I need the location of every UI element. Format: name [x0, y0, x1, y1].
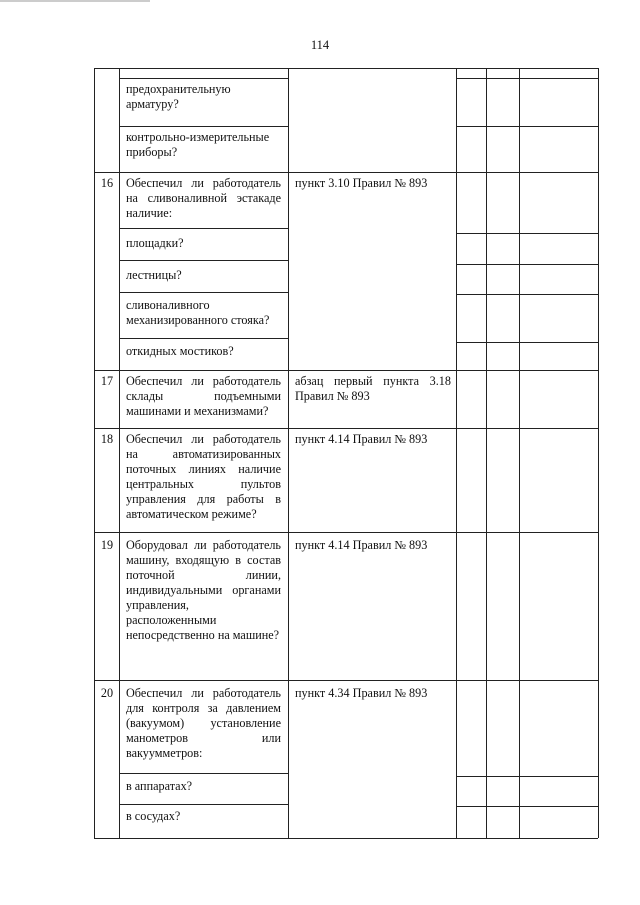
subrow-border [456, 126, 598, 127]
column-border [519, 68, 520, 838]
question-cell: Обеспечил ли работодатель на автоматизированных поточных линиях наличие центральных пультов управления для работы в автоматическом режиме? [126, 432, 281, 521]
row-number: 20 [100, 686, 114, 700]
table-right-border [598, 68, 599, 838]
column-border [119, 68, 120, 838]
reference-cell: абзац первый пункта 3.18 Правил № 893 [295, 374, 451, 403]
reference-cell: пункт 3.10 Правил № 893 [295, 176, 428, 190]
row-number: 17 [100, 374, 114, 388]
question-cell: Обеспечил ли работодатель склады подъемными машинами и механизмами? [126, 374, 281, 418]
subrow-border [456, 78, 598, 79]
subrow-border [119, 78, 288, 79]
subrow-border [456, 776, 598, 777]
question-cell: контрольно-измерительные приборы? [126, 130, 270, 159]
page-number: 114 [310, 38, 330, 52]
reference-cell: пункт 4.14 Правил № 893 [295, 432, 428, 446]
row-number: 19 [100, 538, 114, 552]
question-cell: Обеспечил ли работодатель для контроля за давлением (вакуумом) установление манометров или вакуумметров: [126, 686, 281, 760]
question-cell: сливоналивного механизированного стояка? [126, 298, 270, 327]
subrow-border [119, 126, 288, 127]
question-cell: откидных мостиков? [126, 344, 234, 358]
row-number: 16 [100, 176, 114, 190]
table-bottom-border [94, 838, 598, 839]
subrow-border [119, 338, 288, 339]
question-cell: Обеспечил ли работодатель на сливоналивной эстакаде наличие: [126, 176, 281, 220]
question-cell: предохранительную арматуру? [126, 82, 231, 111]
subrow-border [456, 233, 598, 234]
table-border [94, 680, 598, 681]
subrow-border [119, 292, 288, 293]
subrow-border [119, 804, 288, 805]
table-border [94, 532, 598, 533]
table-top-border [94, 68, 598, 69]
subrow-border [119, 228, 288, 229]
table-border [94, 370, 598, 371]
subrow-border [456, 294, 598, 295]
subrow-border [119, 260, 288, 261]
table-left-border [94, 68, 95, 838]
question-cell: в сосудах? [126, 809, 181, 823]
column-border [456, 68, 457, 838]
reference-cell: пункт 4.34 Правил № 893 [295, 686, 428, 700]
question-cell: Оборудовал ли работодатель машину, входящую в состав поточной линии, индивидуальными органами управления, расположенными непосредственно на машине? [126, 538, 281, 642]
subrow-border [456, 264, 598, 265]
question-cell: лестницы? [126, 268, 182, 282]
table-border [94, 428, 598, 429]
table-border [94, 172, 598, 173]
subrow-border [456, 342, 598, 343]
subrow-border [456, 806, 598, 807]
subrow-border [119, 773, 288, 774]
reference-cell: пункт 4.14 Правил № 893 [295, 538, 428, 552]
question-cell: площадки? [126, 236, 184, 250]
row-number: 18 [100, 432, 114, 446]
column-border [288, 68, 289, 838]
question-cell: в аппаратах? [126, 779, 193, 793]
scan-artifact [0, 0, 150, 7]
column-border [486, 68, 487, 838]
